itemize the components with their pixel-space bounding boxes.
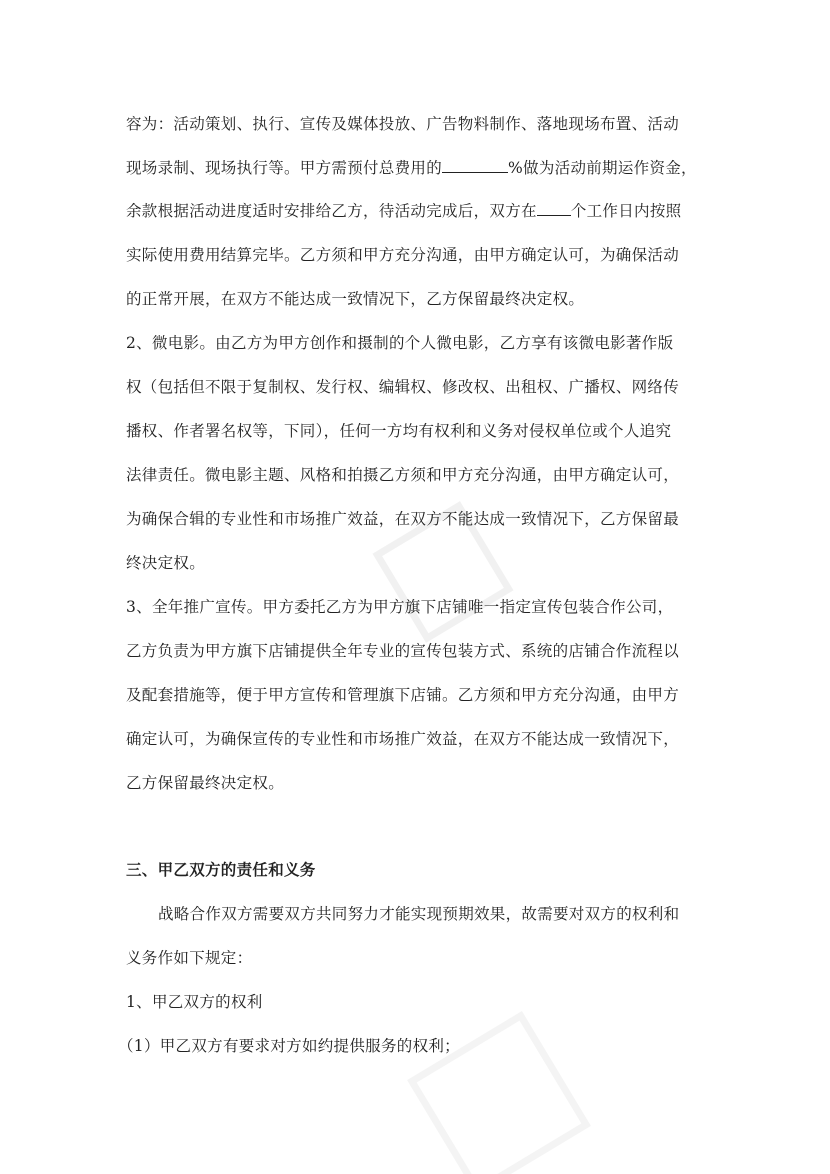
paragraph-line: 实际使用费用结算完毕。乙方须和甲方充分沟通，由甲方确定认可，为确保活动 — [126, 246, 680, 264]
paragraph-line: 的正常开展，在双方不能达成一致情况下，乙方保留最终决定权。 — [126, 290, 585, 308]
blank-percentage-field[interactable] — [442, 158, 508, 173]
paragraph-line: 及配套措施等，便于甲方宣传和管理旗下店铺。乙方须和甲方充分沟通，由甲方 — [126, 686, 680, 704]
paragraph-line: 播权、作者署名权等，下同），任何一方均有权利和义务对侵权单位或个人追究 — [126, 422, 672, 440]
paragraph-line: 终决定权。 — [126, 554, 206, 572]
paragraph-line: 战略合作双方需要双方共同努力才能实现预期效果，故需要对双方的权利和 — [158, 905, 680, 923]
paragraph-line: 容为：活动策划、执行、宣传及媒体投放、广告物料制作、落地现场布置、活动 — [126, 115, 680, 133]
paragraph-line: 义务作如下规定： — [126, 949, 253, 967]
paragraph-line — [126, 156, 706, 180]
paragraph-line: 权（包括但不限于复制权、发行权、编辑权、修改权、出租权、广播权、网络传 — [126, 378, 680, 396]
list-item: （1）甲乙双方有要求对方如约提供服务的权利； — [118, 1037, 460, 1055]
blank-days-field[interactable] — [537, 201, 571, 216]
paragraph-line: 确定认可，为确保宣传的专业性和市场推广效益，在双方不能达成一致情况下， — [126, 730, 680, 748]
paragraph-line: 乙方负责为甲方旗下店铺提供全年专业的宣传包装方式、系统的店铺合作流程以 — [126, 642, 680, 660]
paragraph-line: 3、全年推广宣传。甲方委托乙方为甲方旗下店铺唯一指定宣传包装合作公司， — [126, 598, 674, 616]
line-text: 个工作日内按照 — [570, 202, 682, 220]
line-text: 现场录制、现场执行等。甲方需预付总费用的 — [126, 159, 443, 177]
paragraph-line — [126, 199, 706, 223]
paragraph-line: 为确保合辑的专业性和市场推广效益，在双方不能达成一致情况下，乙方保留最 — [126, 510, 680, 528]
paragraph-line: 乙方保留最终决定权。 — [126, 774, 285, 792]
section-heading: 三、甲乙双方的责任和义务 — [126, 860, 316, 879]
paragraph-line: 法律责任。微电影主题、风格和拍摄乙方须和甲方充分沟通，由甲方确定认可， — [126, 466, 680, 484]
subheading: 1、甲乙双方的权利 — [126, 993, 263, 1011]
line-text: %做为活动前期运作资金， — [508, 159, 697, 177]
line-text: 余款根据活动进度适时安排给乙方，待活动完成后，双方在 — [126, 202, 537, 220]
paragraph-line: 2、微电影。由乙方为甲方创作和摄制的个人微电影，乙方享有该微电影著作版 — [126, 334, 674, 352]
